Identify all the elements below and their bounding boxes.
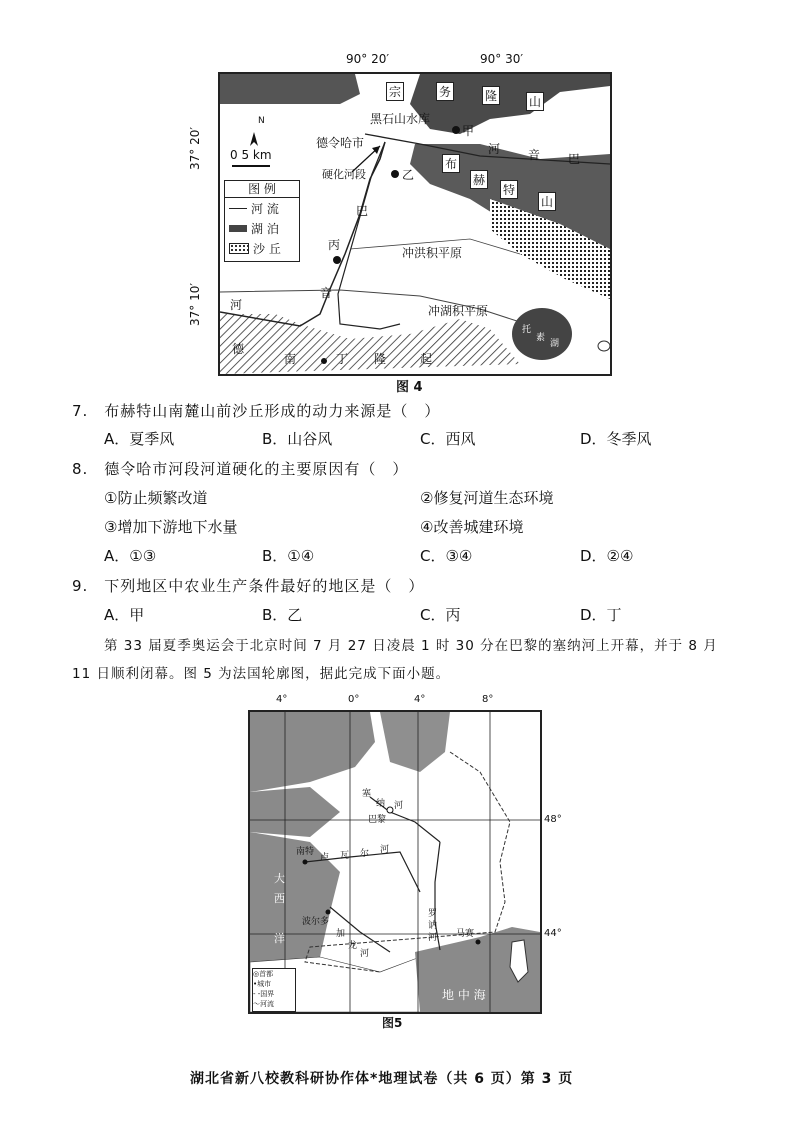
q8-item-3: ③增加下游地下水量 [104, 518, 238, 536]
nantes-marker [303, 860, 308, 865]
reservoir-label: 黑石山水库 [370, 112, 431, 126]
q9-option-c[interactable]: C．丙 [420, 606, 461, 624]
south-nan: 南 [284, 352, 297, 366]
label-wu: 务 [436, 82, 454, 101]
label-shan: 山 [526, 92, 544, 111]
map4-legend [224, 180, 300, 262]
legend-capital-icon: ◎ [253, 970, 260, 978]
point-bing [333, 256, 341, 264]
q8-item-4: ④改善城建环境 [420, 518, 524, 536]
map5-lon-2: 0° [348, 694, 360, 705]
north-label: N [258, 116, 265, 126]
q9-option-a[interactable]: A．甲 [104, 606, 145, 624]
map4-caption: 图 4 [396, 380, 423, 395]
marseille-marker [476, 940, 481, 945]
map4-lon-label-1: 90° 20′ [346, 52, 390, 66]
garonne-1: 加 [336, 929, 346, 939]
map5-caption: 图5 [382, 1016, 403, 1030]
legend-lake-label: 湖 泊 [251, 221, 279, 236]
map5-legend [252, 968, 296, 1012]
river-yin-1: 音 [528, 148, 541, 162]
intro-line-1: 第 33 届夏季奥运会于北京时间 7 月 27 日凌晨 1 时 30 分在巴黎的塞纳河上开幕，并于 8 月 [104, 638, 718, 654]
q9-option-b[interactable]: B．乙 [262, 606, 303, 624]
rhone-1: 罗 [428, 909, 438, 919]
garonne-2: 龙 [348, 941, 358, 951]
q7-option-c[interactable]: C．西风 [420, 430, 476, 448]
city-label: 德令哈市 [316, 136, 365, 150]
map5 [248, 710, 542, 1014]
label-he: 赫 [470, 170, 488, 189]
point-ding [321, 358, 327, 364]
q7-option-d[interactable]: D．冬季风 [580, 430, 652, 448]
label-shan2: 山 [538, 192, 556, 211]
lake-label-1: 托 [522, 325, 532, 335]
label-bu: 布 [442, 154, 460, 173]
map5-graphic [250, 712, 540, 1012]
legend-lake-icon [229, 225, 247, 232]
legend-city: 城市 [257, 980, 272, 988]
map5-lon-4: 8° [482, 694, 494, 705]
point-yi [391, 170, 399, 178]
q7-option-a[interactable]: A．夏季风 [104, 430, 175, 448]
north-arrow [250, 132, 258, 146]
q8-item-1: ①防止频繁改道 [104, 489, 208, 507]
q7-option-b[interactable]: B．山谷风 [262, 430, 333, 448]
atlantic-3: 洋 [274, 932, 285, 945]
q8-item-2: ②修复河道生态环境 [420, 489, 554, 507]
south-uplift [220, 314, 520, 374]
loire-1: 卢 [320, 853, 330, 863]
q9-stem: 9. 下列地区中农业生产条件最好的地区是（ ） [72, 577, 425, 595]
atlantic-1: 大 [274, 872, 285, 885]
map5-lon-1: 4° [276, 694, 288, 705]
rhone-2: 讷 [428, 921, 438, 931]
legend-border-icon: - - [253, 990, 261, 998]
map5-lat-2: 44° [544, 928, 562, 939]
yi-label: 乙 [402, 168, 415, 182]
map5-lat-1: 48° [544, 814, 562, 825]
garonne-3: 河 [360, 949, 370, 959]
map4-lon-label-2: 90° 30′ [480, 52, 524, 66]
legend-dune-label: 沙 丘 [253, 241, 281, 256]
legend-city-icon: • [253, 980, 258, 988]
small-lake [598, 341, 610, 351]
legend-river-icon [229, 208, 247, 209]
q8-stem: 8. 德令哈市河段河道硬化的主要原因有（ ） [72, 460, 409, 478]
lake-label-2: 素 [536, 333, 546, 343]
paris-label: 巴黎 [368, 815, 387, 825]
atlantic-2: 西 [274, 892, 285, 905]
river-ba-2: 巴 [356, 204, 369, 218]
map5-lon-3: 4° [414, 694, 426, 705]
legend-river5: 河流 [260, 1000, 274, 1008]
med-label: 地 中 海 [442, 988, 486, 1002]
loire-3: 尔 [360, 849, 370, 859]
loire-2: 瓦 [340, 851, 350, 861]
mountain-zongwu [220, 74, 360, 104]
label-zong: 宗 [386, 82, 404, 101]
south-long: 隆 [374, 352, 387, 366]
q9-option-d[interactable]: D．丁 [580, 606, 622, 624]
legend-river-label: 河 流 [251, 201, 279, 216]
page-footer: 湖北省新八校教科研协作体*地理试卷（共 6 页）第 3 页 [190, 1071, 574, 1087]
marseille-label: 马赛 [456, 929, 475, 939]
q8-option-a[interactable]: A．①③ [104, 547, 157, 565]
land-north [380, 712, 450, 772]
q7-stem: 7. 布赫特山南麓山前沙丘形成的动力来源是（ ） [72, 402, 441, 420]
q8-option-c[interactable]: C．③④ [420, 547, 473, 565]
bing-label: 丙 [328, 238, 341, 252]
hardened-label: 硬化河段 [322, 168, 366, 181]
loire-4: 河 [380, 845, 390, 855]
paris-marker [387, 807, 393, 813]
label-te: 特 [500, 180, 518, 199]
plain2-label: 冲湖积平原 [428, 304, 489, 318]
seine-2: 纳 [376, 799, 386, 809]
rhone-3: 河 [428, 933, 438, 943]
legend-title: 图 例 [225, 181, 299, 198]
lake-label-3: 湖 [550, 339, 560, 349]
map4 [218, 72, 612, 376]
brittany-sea [250, 787, 340, 837]
intro-line-2: 11 日顺利闭幕。图 5 为法国轮廓图，据此完成下面小题。 [72, 666, 451, 682]
river-ba-1: 巴 [568, 152, 581, 166]
river-he-1: 河 [488, 142, 501, 156]
legend-capital: 首都 [259, 970, 274, 978]
label-long: 隆 [482, 86, 500, 105]
q8-option-b[interactable]: B．①④ [262, 547, 315, 565]
south-de: 德 [232, 342, 245, 356]
q8-option-d[interactable]: D．②④ [580, 547, 634, 565]
seine-3: 河 [394, 801, 404, 811]
land-uk [250, 712, 375, 792]
legend-dune-icon [229, 243, 249, 254]
bordeaux-label: 波尔多 [302, 917, 330, 927]
plain1-label: 冲洪积平原 [402, 246, 463, 260]
river-he-2: 河 [230, 298, 243, 312]
map4-lat-label-2: 37° 10′ [188, 282, 202, 326]
south-qi: 起 [420, 352, 433, 366]
legend-border: 国界 [260, 990, 275, 998]
nantes-label: 南特 [296, 847, 315, 857]
legend-river-icon-5: ～ [253, 1000, 260, 1008]
south-ding: 丁 [336, 352, 349, 366]
river-yin-2: 音 [320, 286, 333, 300]
seine-1: 塞 [362, 789, 372, 799]
map4-lat-label-1: 37° 20′ [188, 126, 202, 170]
point-jia [452, 126, 460, 134]
scale-label: 0 5 km [230, 148, 272, 162]
jia-label: 甲 [462, 124, 475, 138]
